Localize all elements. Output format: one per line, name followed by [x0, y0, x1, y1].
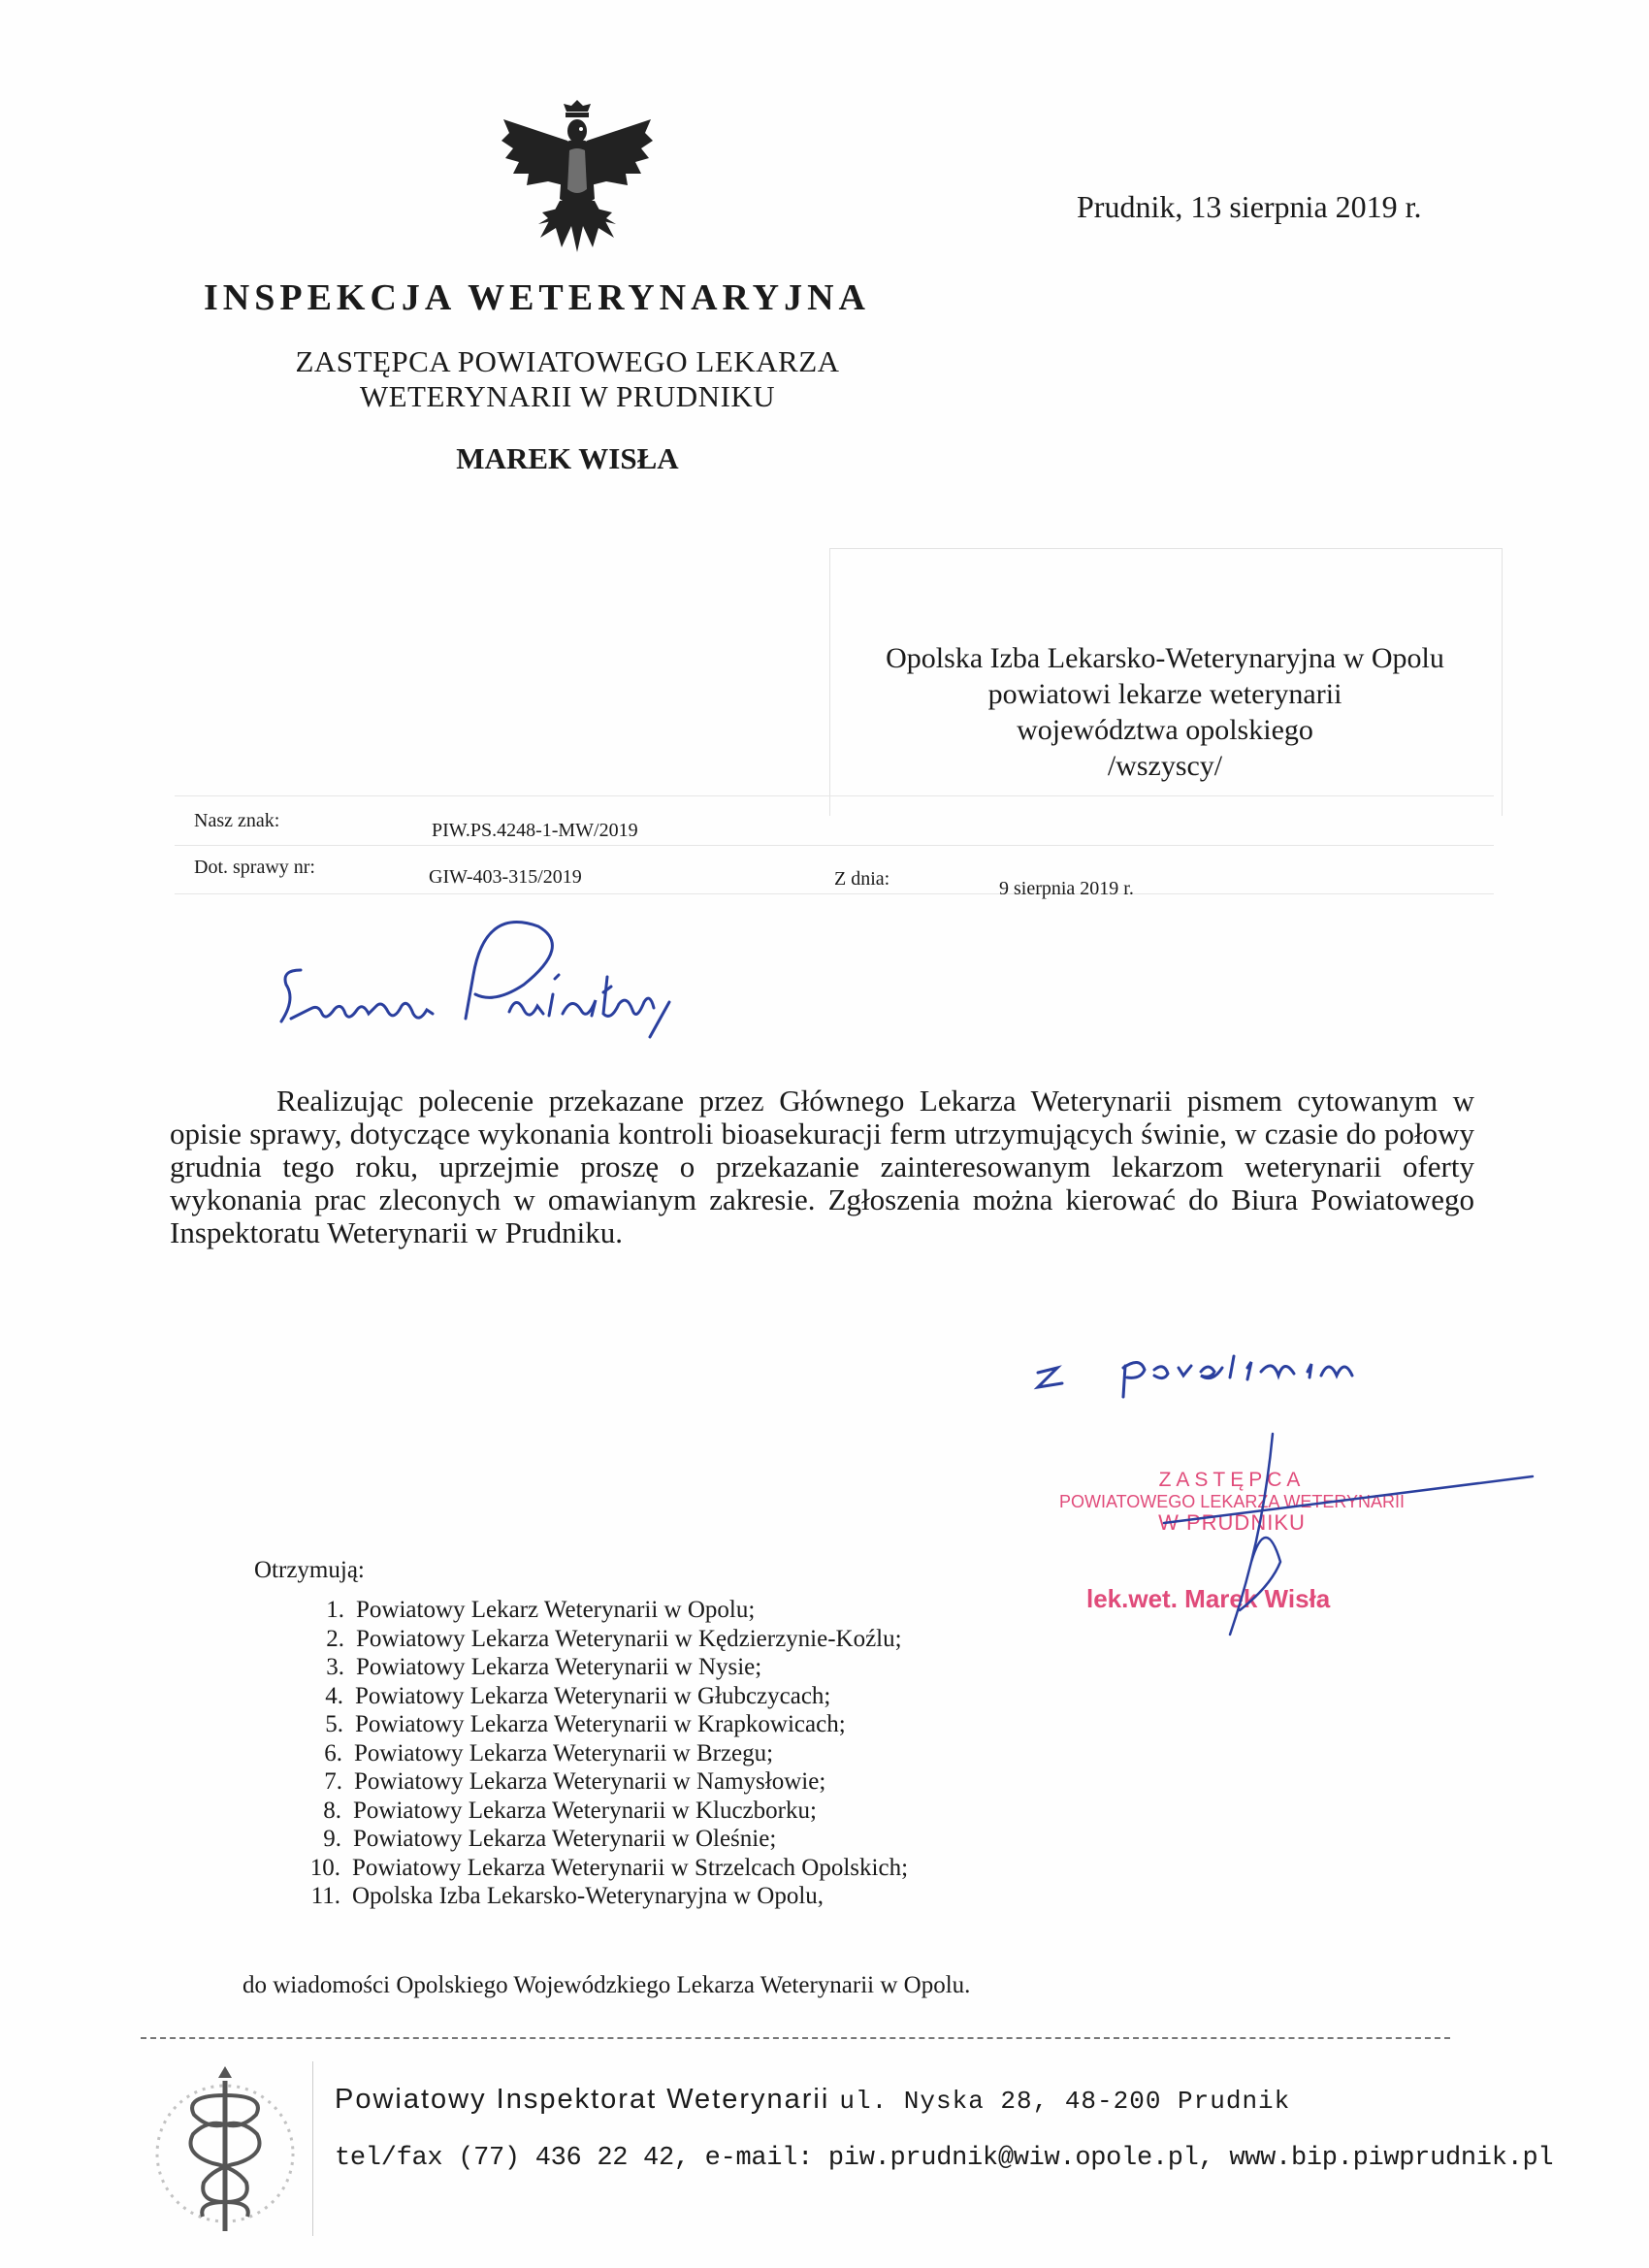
date-label: Z dnia:: [834, 868, 890, 890]
recipient-item: 1. Powiatowy Lekarz Weterynarii w Opolu;: [326, 1597, 756, 1623]
recipient-item: 4. Powiatowy Lekarza Weterynarii w Głubczycach;: [325, 1682, 831, 1709]
body-paragraph: Realizując polecenie przekazane przez Głównego Lekarza Weterynarii pismem cytowanym w opisie sprawy, dotyczące wykonania kontroli bioasekuracji ferm utrzymujących świnie, w czasie do połowy grudnia tego roku, uprzejmie proszę o przekazanie zainteresowanym lekarzom weterynarii oferty wykonania prac zleconych w omawianym zakresie. Zgłoszenia można kierować do Biura Powiatowego Inspektoratu Weterynarii w Prudniku.: [170, 1084, 1474, 1249]
letter-body: [170, 1085, 1474, 1249]
place-date: Prudnik, 13 sierpnia 2019 r.: [1077, 189, 1422, 224]
reference-row: [175, 845, 1494, 899]
our-ref-label: Nasz znak:: [194, 810, 280, 831]
our-ref-value: PIW.PS.4248-1-MW/2019: [432, 820, 638, 841]
stamp-line-3: W PRUDNIKU: [1158, 1510, 1306, 1535]
footer-contact: tel/fax (77) 436 22 42, e-mail: piw.prudnik@wiw.opole.pl, www.bip.piwprudnik.pl: [335, 2144, 1554, 2173]
addressee: [829, 640, 1501, 784]
recipient-item: 3. Powiatowy Lekarza Weterynarii w Nysie;: [326, 1654, 762, 1680]
recipient-item: 8. Powiatowy Lekarza Weterynarii w Kluczborku;: [323, 1797, 817, 1824]
official-signature: [1145, 1416, 1552, 1669]
addressee-line: województwa opolskiego: [1017, 714, 1313, 746]
subtitle-line-1: ZASTĘPCA POWIATOWEGO LEKARZA: [295, 344, 840, 378]
organization-subtitle: [262, 344, 873, 414]
recipient-item: 10. Powiatowy Lekarza Weterynarii w Strzelcach Opolskich;: [309, 1854, 909, 1881]
recipient-item: 11. Opolska Izba Lekarsko-Weterynaryjna w Opolu,: [310, 1883, 824, 1909]
recipient-item: 2. Powiatowy Lekarza Weterynarii w Kędzierzynie-Koźlu;: [326, 1625, 902, 1652]
reference-row: [175, 796, 1494, 846]
stamp-signatory: lek.wet. Marek Wisła: [1086, 1584, 1331, 1613]
addressee-line: powiatowi lekarze weterynarii: [987, 678, 1342, 710]
stamp-line-2: POWIATOWEGO LEKARZA WETERYNARII: [1058, 1492, 1406, 1511]
handwritten-salutation: [262, 917, 766, 1043]
eagle-emblem-icon: [500, 92, 655, 257]
recipient-item: 9. Powiatowy Lekarza Weterynarii w Oleśnie;: [323, 1826, 777, 1852]
footer-address: ul. Nyska 28, 48-200 Prudnik: [839, 2087, 1291, 2116]
footer-organization: [335, 2084, 1290, 2116]
notice-line: do wiadomości Opolskiego Wojewódzkiego Lekarza Weterynarii w Opolu.: [242, 1972, 971, 1998]
addressee-line: /wszyscy/: [1107, 750, 1223, 782]
handwritten-closing: [1018, 1329, 1562, 1402]
organization-name: INSPEKCJA WETERYNARYJNA: [204, 277, 870, 318]
addressee-line: Opolska Izba Lekarsko-Weterynaryjna w Opolu: [886, 642, 1444, 674]
footer-divider-line: [141, 2037, 1450, 2039]
caduceus-logo-icon: [141, 2057, 310, 2251]
footer-vertical-rule: [312, 2061, 313, 2236]
recipients-list: [291, 1596, 908, 1911]
official-name: MAREK WISŁA: [456, 441, 679, 475]
subtitle-line-2: WETERYNARII W PRUDNIKU: [359, 379, 776, 413]
case-value: GIW-403-315/2019: [429, 866, 582, 888]
date-value: 9 sierpnia 2019 r.: [999, 878, 1134, 899]
recipient-item: 5. Powiatowy Lekarza Weterynarii w Krapkowicach;: [325, 1711, 846, 1737]
case-label: Dot. sprawy nr:: [194, 857, 315, 878]
recipients-label: Otrzymują:: [254, 1557, 365, 1583]
footer-org-name: Powiatowy Inspektorat Weterynarii: [335, 2084, 830, 2115]
stamp-line-1: ZASTĘPCA: [1158, 1469, 1306, 1491]
recipient-item: 7. Powiatowy Lekarza Weterynarii w Namysłowie;: [324, 1768, 826, 1795]
reference-table: [175, 795, 1494, 899]
recipient-item: 6. Powiatowy Lekarza Weterynarii w Brzegu;: [324, 1739, 774, 1766]
